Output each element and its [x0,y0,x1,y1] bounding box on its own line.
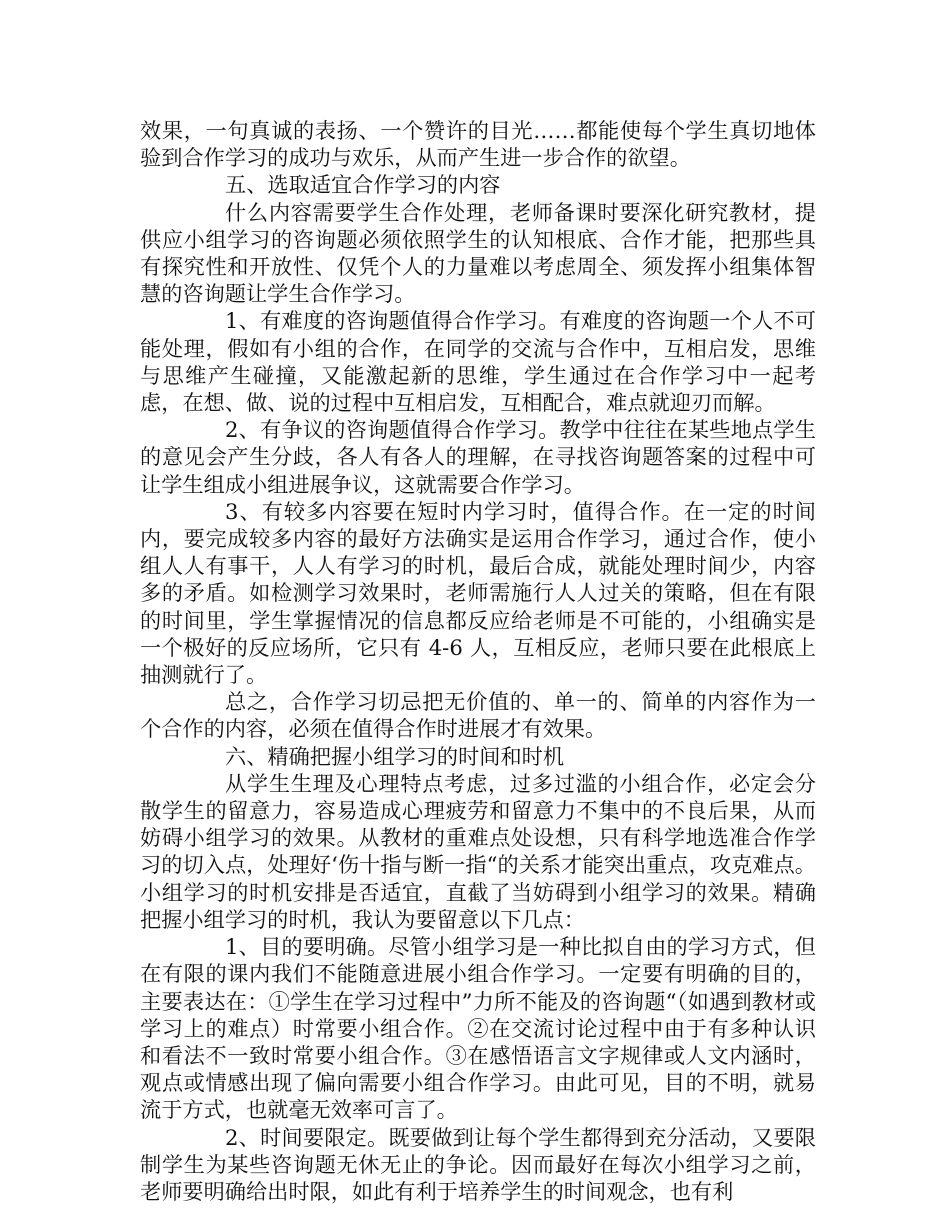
paragraph: 2、时间要限定。既要做到让每个学生都得到充分活动，又要限制学生为某些咨询题无休无止的争论。因而最好在每次小组学习之前，老师要明确给出时限，如此有利于培养学生的时间观念，也有利 [140,1124,816,1204]
paragraph: 2、有争议的咨询题值得合作学习。教学中往往在某些地点学生的意见会产生分歧，各人有各人的理解，在寻找咨询题答案的过程中可让学生组成小组进展争议，这就需要合作学习。 [140,417,816,497]
paragraph: 1、目的要明确。尽管小组学习是一种比拟自由的学习方式，但在有限的课内我们不能随意进展小组合作学习。一定要有明确的目的，主要表达在：①学生在学习过程中”力所不能及的咨询题“（如遇到教材或学习上的难点）时常要小组合作。②在交流讨论过程中由于有多种认识和看法不一致时常要小组合作。③在感悟语言文字规律或人文内涵时，观点或情感出现了偏向需要小组合作学习。由此可见，目的不明，就易流于方式，也就毫无效率可言了。 [140,934,816,1123]
document-body [140,117,816,1205]
paragraph: 3、有较多内容要在短时内学习时，值得合作。在一定的时间内，要完成较多内容的最好方法确实是运用合作学习，通过合作，使小组人人有事干，人人有学习的时机，最后合成，就能处理时间少，内容多的矛盾。如检测学习效果时，老师需施行人人过关的策略，但在有限的时间里，学生掌握情况的信息都反应给老师是不可能的，小组确实是一个极好的反应场所，它只有 4-6 人，互相反应，老师只要在此根底上抽测就行了。 [140,498,816,688]
section-heading: 五、选取适宜合作学习的内容 [225,172,501,198]
paragraph: 效果，一句真诚的表扬、一个赞许的目光……都能使每个学生真切地体验到合作学习的成功与欢乐，从而产生进一步合作的欲望。 [140,118,816,171]
paragraph: 什么内容需要学生合作处理，老师备课时要深化研究教材，提供应小组学习的咨询题必须依照学生的认知根底、合作才能，把那些具有探究性和开放性、仅凭个人的力量难以考虑周全、须发挥小组集体智慧的咨询题让学生合作学习。 [140,199,816,307]
paragraph: 从学生生理及心理特点考虑，过多过滥的小组合作，必定会分散学生的留意力，容易造成心理疲劳和留意力不集中的不良后果，从而妨碍小组学习的效果。从教材的重难点处设想，只有科学地选准合作学习的切入点，处理好‘伤十指与断一指“的关系才能突出重点，攻克难点。小组学习的时机安排是否适宜，直截了当妨碍到小组学习的效果。精确把握小组学习的时机，我认为要留意以下几点： [140,770,816,932]
paragraph: 总之，合作学习切忌把无价值的、单一的、简单的内容作为一个合作的内容，必须在值得合作时进展才有效果。 [140,689,816,742]
section-heading: 六、精确把握小组学习的时间和时机 [225,743,565,769]
paragraph: 1、有难度的咨询题值得合作学习。有难度的咨询题一个人不可能处理，假如有小组的合作，在同学的交流与合作中，互相启发，思维与思维产生碰撞，又能激起新的思维，学生通过在合作学习中一起考虑，在想、做、说的过程中互相启发，互相配合，难点就迎刃而解。 [140,308,816,416]
